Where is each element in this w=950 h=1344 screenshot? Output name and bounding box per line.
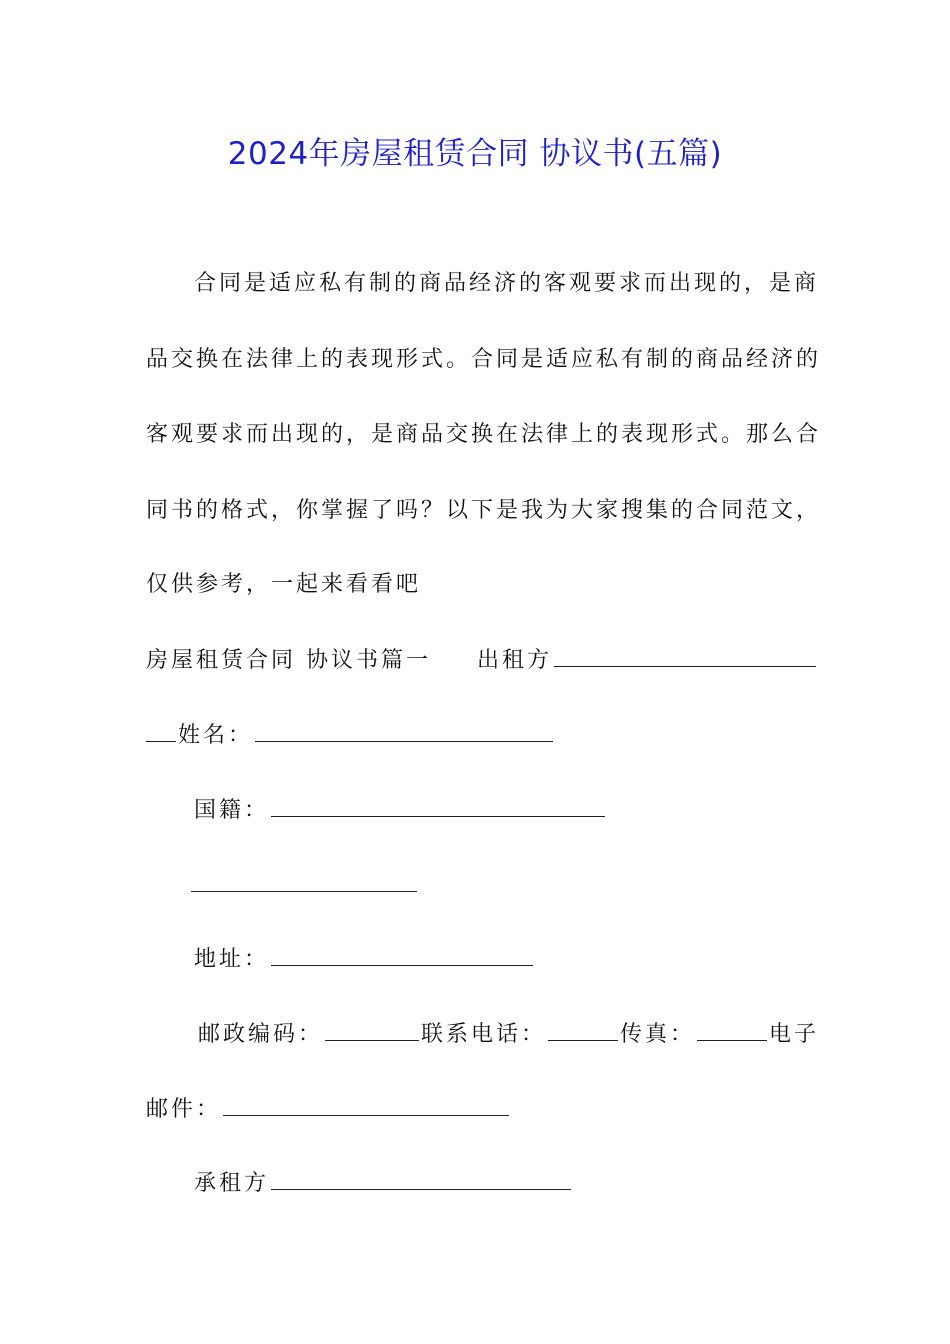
lessor-blank[interactable]: [554, 644, 816, 667]
name-blank[interactable]: [255, 719, 553, 742]
lessor-label: 出租方: [477, 648, 553, 673]
intro-line-1: 合同是适应私有制的商品经济的客观要求而出现的，是商: [194, 271, 820, 296]
name-leading-blank[interactable]: [146, 719, 176, 742]
section-heading: 房屋租赁合同 协议书篇一: [146, 648, 431, 673]
lessee-line: [194, 1167, 573, 1200]
extra-blank-line: [191, 869, 419, 902]
phone-blank[interactable]: [548, 1018, 618, 1041]
section-heading-line: [146, 644, 818, 677]
extra-blank[interactable]: [191, 869, 417, 892]
postcode-blank[interactable]: [325, 1018, 419, 1041]
email-blank[interactable]: [223, 1093, 509, 1116]
contact-line: [198, 1018, 819, 1051]
email-label-end: 邮件：: [146, 1097, 222, 1122]
nationality-line: [194, 794, 607, 827]
address-blank[interactable]: [271, 943, 533, 966]
nationality-blank[interactable]: [271, 794, 605, 817]
postcode-label: 邮政编码：: [198, 1022, 324, 1047]
document-title: 2024年房屋租赁合同 协议书(五篇): [227, 136, 723, 172]
email-label-start: 电子: [769, 1022, 820, 1047]
address-line: [194, 943, 535, 976]
address-label: 地址：: [194, 947, 270, 972]
name-line: [146, 719, 555, 752]
name-label: 姓名：: [178, 723, 254, 748]
phone-label: 联系电话：: [421, 1022, 547, 1047]
email-line: [146, 1093, 511, 1126]
fax-label: 传真：: [620, 1022, 696, 1047]
intro-line-3: 客观要求而出现的，是商品交换在法律上的表现形式。那么合: [146, 422, 822, 447]
nationality-label: 国籍：: [194, 798, 270, 823]
lessee-blank[interactable]: [271, 1167, 571, 1190]
lessee-label: 承租方: [194, 1171, 270, 1196]
intro-line-5: 仅供参考，一起来看看吧: [146, 572, 422, 597]
fax-blank[interactable]: [697, 1018, 767, 1041]
intro-line-2: 品交换在法律上的表现形式。合同是适应私有制的商品经济的: [146, 347, 822, 372]
intro-line-4: 同书的格式，你掌握了吗？以下是我为大家搜集的合同范文，: [146, 498, 822, 523]
